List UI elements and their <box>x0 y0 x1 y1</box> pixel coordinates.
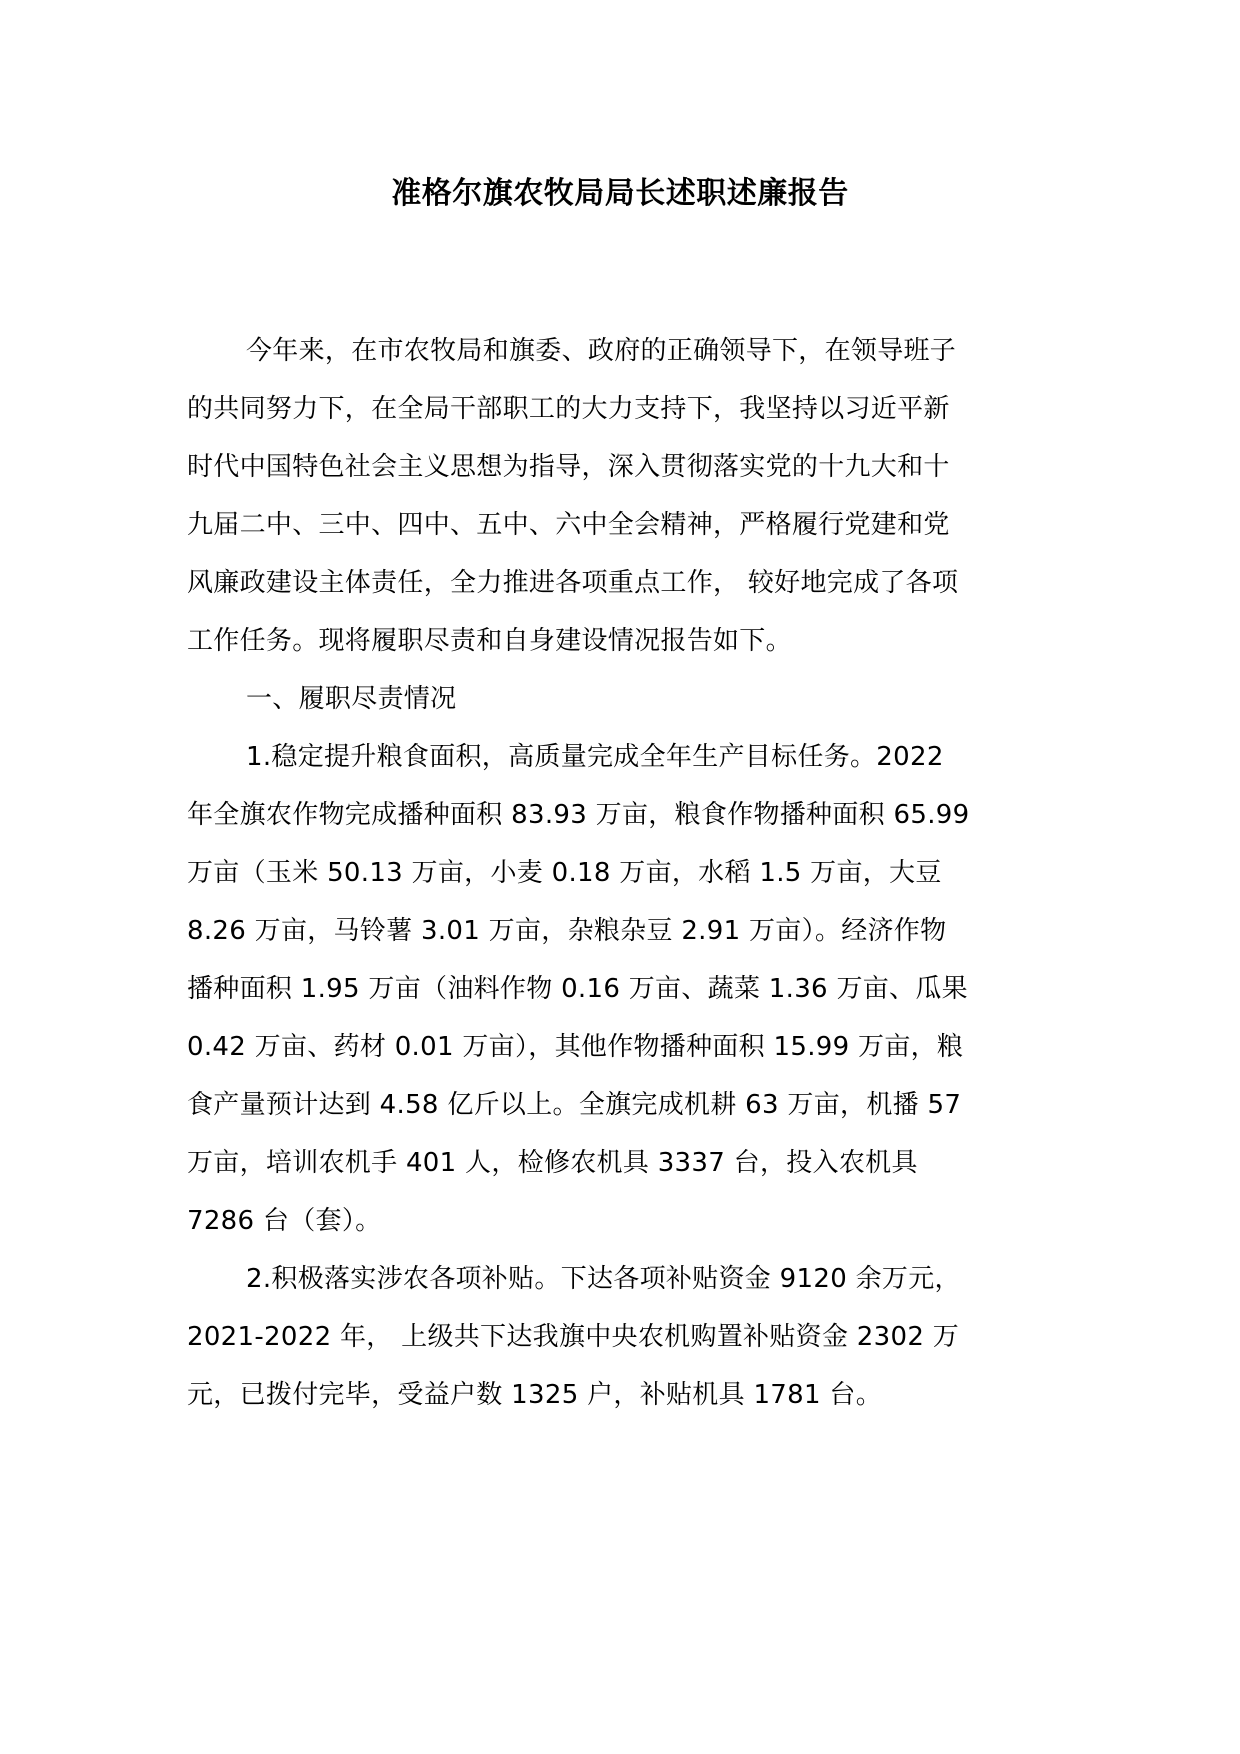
paragraph-line: 万亩，培训农机手 401 人，检修农机具 3337 台，投入农机具 <box>187 1148 918 1178</box>
paragraph-line: 元，已拨付完毕，受益户数 1325 户，补贴机具 1781 台。 <box>187 1380 882 1410</box>
paragraph-line: 风廉政建设主体责任，全力推进各项重点工作， 较好地完成了各项 <box>187 568 959 598</box>
section-heading: 一、履职尽责情况 <box>246 684 457 714</box>
paragraph-line: 7286 台（套）。 <box>187 1206 382 1236</box>
paragraph-line: 万亩（玉米 50.13 万亩，小麦 0.18 万亩，水稻 1.5 万亩，大豆 <box>187 858 942 888</box>
paragraph-line: 8.26 万亩，马铃薯 3.01 万亩，杂粮杂豆 2.91 万亩）。经济作物 <box>187 916 947 946</box>
paragraph-line: 播种面积 1.95 万亩（油料作物 0.16 万亩、蔬菜 1.36 万亩、瓜果 <box>187 974 968 1004</box>
paragraph-line: 1.稳定提升粮食面积，高质量完成全年生产目标任务。2022 <box>246 742 944 772</box>
paragraph-line: 2021-2022 年， 上级共下达我旗中央农机购置补贴资金 2302 万 <box>187 1322 960 1352</box>
paragraph-line: 2.积极落实涉农各项补贴。下达各项补贴资金 9120 余万元， <box>246 1264 961 1294</box>
paragraph-line: 时代中国特色社会主义思想为指导，深入贯彻落实党的十九大和十 <box>187 452 950 482</box>
paragraph-line: 的共同努力下，在全局干部职工的大力支持下，我坚持以习近平新 <box>187 394 950 424</box>
paragraph-line: 九届二中、三中、四中、五中、六中全会精神，严格履行党建和党 <box>187 510 950 540</box>
paragraph-line: 年全旗农作物完成播种面积 83.93 万亩，粮食作物播种面积 65.99 <box>187 800 970 830</box>
paragraph-line: 食产量预计达到 4.58 亿斤以上。全旗完成机耕 63 万亩，机播 57 <box>187 1090 962 1120</box>
paragraph-line: 0.42 万亩、药材 0.01 万亩），其他作物播种面积 15.99 万亩，粮 <box>187 1032 964 1062</box>
document-title: 准格尔旗农牧局局长述职述廉报告 <box>391 176 849 211</box>
paragraph-line: 今年来，在市农牧局和旗委、政府的正确领导下，在领导班子 <box>246 336 957 366</box>
paragraph-line: 工作任务。现将履职尽责和自身建设情况报告如下。 <box>187 626 792 656</box>
